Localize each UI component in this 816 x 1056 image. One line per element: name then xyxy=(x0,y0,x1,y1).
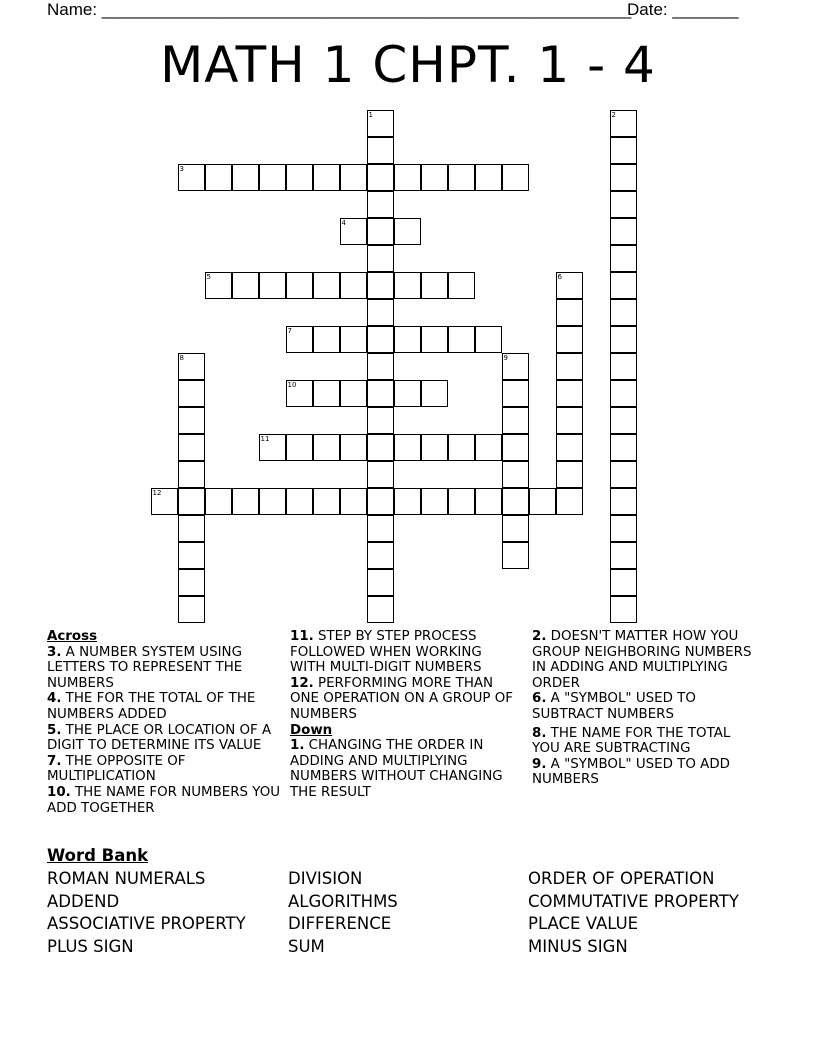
crossword-cell[interactable] xyxy=(367,245,394,272)
clue-across-5: 5. THE PLACE OR LOCATION OF A DIGIT TO DETERMINE ITS VALUE xyxy=(47,722,272,754)
crossword-cell[interactable] xyxy=(421,326,448,353)
crossword-cell[interactable] xyxy=(367,380,394,407)
crossword-cell[interactable] xyxy=(448,488,475,515)
word-bank-title: Word Bank xyxy=(47,846,149,865)
clue-across-4: 4. THE FOR THE TOTAL OF THE NUMBERS ADDED xyxy=(47,691,256,722)
clue-number: 10 xyxy=(287,380,297,389)
crossword-cell[interactable] xyxy=(448,164,475,191)
crossword-cell[interactable] xyxy=(232,488,259,515)
crossword-cell[interactable] xyxy=(178,596,205,623)
crossword-cell[interactable] xyxy=(259,488,286,515)
crossword-cell[interactable] xyxy=(502,353,529,380)
crossword-cell[interactable] xyxy=(421,164,448,191)
crossword-cell[interactable] xyxy=(502,407,529,434)
crossword-cell[interactable] xyxy=(313,164,340,191)
crossword-cell[interactable] xyxy=(556,488,583,515)
crossword-cell[interactable] xyxy=(610,461,637,488)
clue-number: 9 xyxy=(503,353,508,362)
crossword-cell[interactable] xyxy=(367,272,394,299)
crossword-cell[interactable] xyxy=(421,272,448,299)
word-bank-item: ROMAN NUMERALS xyxy=(47,869,206,888)
clue-number: 1 xyxy=(368,110,373,119)
crossword-cell[interactable] xyxy=(556,461,583,488)
crossword-cell[interactable] xyxy=(502,434,529,461)
down-heading: Down xyxy=(290,722,333,738)
word-bank-item: DIVISION xyxy=(288,869,363,888)
crossword-cell[interactable] xyxy=(610,569,637,596)
word-bank-item: DIFFERENCE xyxy=(288,914,392,934)
crossword-cell[interactable] xyxy=(502,542,529,569)
crossword-cell[interactable] xyxy=(475,164,502,191)
crossword-cell[interactable] xyxy=(475,488,502,515)
crossword-cell[interactable] xyxy=(178,407,205,434)
crossword-cell[interactable] xyxy=(394,272,421,299)
clue-number: 8 xyxy=(179,353,184,362)
crossword-cell[interactable] xyxy=(286,272,313,299)
crossword-cell[interactable] xyxy=(394,434,421,461)
clue-down-6: 6. A "SYMBOL" USED TO SUBTRACT NUMBERS xyxy=(532,691,696,722)
crossword-cell[interactable] xyxy=(178,569,205,596)
word-bank-item: ASSOCIATIVE PROPERTY xyxy=(47,914,246,934)
date-field-label: Date: _______ xyxy=(627,0,739,19)
clue-across-3: 3. A NUMBER SYSTEM USING LETTERS TO REPRESENT THE NUMBERS xyxy=(47,644,243,691)
crossword-cell[interactable] xyxy=(367,353,394,380)
crossword-cell[interactable] xyxy=(151,488,178,515)
crossword-cell[interactable] xyxy=(556,326,583,353)
crossword-cell[interactable] xyxy=(178,164,205,191)
crossword-cell[interactable] xyxy=(178,353,205,380)
crossword-cell[interactable] xyxy=(286,434,313,461)
clues-column-3 xyxy=(532,629,762,788)
crossword-cell[interactable] xyxy=(205,488,232,515)
crossword-cell[interactable] xyxy=(556,380,583,407)
crossword-cell[interactable] xyxy=(448,326,475,353)
crossword-cell[interactable] xyxy=(502,515,529,542)
crossword-cell[interactable] xyxy=(367,434,394,461)
clue-number: 12 xyxy=(152,488,162,497)
crossword-cell[interactable] xyxy=(259,164,286,191)
crossword-cell[interactable] xyxy=(178,515,205,542)
clue-number: 2 xyxy=(611,110,616,119)
crossword-cell[interactable] xyxy=(232,164,259,191)
crossword-cell[interactable] xyxy=(178,380,205,407)
word-bank-column-2 xyxy=(288,868,398,959)
crossword-cell[interactable] xyxy=(610,299,637,326)
crossword-cell[interactable] xyxy=(502,164,529,191)
word-bank-item: SUM xyxy=(288,937,325,957)
crossword-cell[interactable] xyxy=(367,191,394,218)
clue-number: 11 xyxy=(260,434,270,443)
clue-across-7: 7. THE OPPOSITE OF MULTIPLICATION xyxy=(47,753,186,785)
crossword-cell[interactable] xyxy=(610,596,637,623)
word-bank-item: ALGORITHMS xyxy=(288,891,398,911)
clue-down-8: 8. THE NAME FOR THE TOTAL YOU ARE SUBTRACTING xyxy=(532,725,731,757)
crossword-cell[interactable] xyxy=(313,434,340,461)
crossword-cell[interactable] xyxy=(394,164,421,191)
crossword-cell[interactable] xyxy=(313,380,340,407)
crossword-cell[interactable] xyxy=(313,488,340,515)
crossword-cell[interactable] xyxy=(556,407,583,434)
crossword-cell[interactable] xyxy=(178,542,205,569)
name-field-label: Name: ________________________________________________________ xyxy=(47,0,632,19)
word-bank-item: PLUS SIGN xyxy=(47,937,134,957)
crossword-cell[interactable] xyxy=(367,299,394,326)
clue-across-11: 11. STEP BY STEP PROCESS FOLLOWED WHEN WORKING WITH MULTI-DIGIT NUMBERS xyxy=(290,629,482,676)
clue-across-10: 10. THE NAME FOR NUMBERS YOU ADD TOGETHER xyxy=(47,784,281,816)
page-title: MATH 1 CHPT. 1 - 4 xyxy=(160,36,656,94)
crossword-cell[interactable] xyxy=(610,515,637,542)
crossword-cell[interactable] xyxy=(286,488,313,515)
across-heading: Across xyxy=(47,629,98,644)
crossword-cell[interactable] xyxy=(556,272,583,299)
crossword-cell[interactable] xyxy=(367,137,394,164)
crossword-cell[interactable] xyxy=(394,380,421,407)
crossword-cell[interactable] xyxy=(502,380,529,407)
crossword-cell[interactable] xyxy=(448,272,475,299)
crossword-cell[interactable] xyxy=(286,164,313,191)
crossword-cell[interactable] xyxy=(394,218,421,245)
clue-number: 7 xyxy=(287,326,292,335)
word-bank-item: COMMUTATIVE PROPERTY xyxy=(528,891,739,911)
crossword-cell[interactable] xyxy=(313,272,340,299)
crossword-cell[interactable] xyxy=(610,164,637,191)
crossword-cell[interactable] xyxy=(475,434,502,461)
crossword-cell[interactable] xyxy=(313,326,340,353)
crossword-cell[interactable] xyxy=(502,461,529,488)
clues-column-1 xyxy=(47,629,283,816)
crossword-cell[interactable] xyxy=(610,380,637,407)
crossword-cell[interactable] xyxy=(178,488,205,515)
crossword-cell[interactable] xyxy=(367,569,394,596)
clue-down-9: 9. A "SYMBOL" USED TO ADD NUMBERS xyxy=(532,756,730,788)
crossword-cell[interactable] xyxy=(286,380,313,407)
crossword-cell[interactable] xyxy=(529,488,556,515)
clue-number: 5 xyxy=(206,272,211,281)
crossword-cell[interactable] xyxy=(610,245,637,272)
clues-column-2 xyxy=(290,629,515,801)
crossword-cell[interactable] xyxy=(367,110,394,137)
crossword-cell[interactable] xyxy=(259,272,286,299)
crossword-cell[interactable] xyxy=(421,380,448,407)
crossword-cell[interactable] xyxy=(367,407,394,434)
crossword-cell[interactable] xyxy=(610,272,637,299)
crossword-cell[interactable] xyxy=(610,218,637,245)
word-bank-item: PLACE VALUE xyxy=(528,914,639,934)
clue-number: 4 xyxy=(341,218,346,227)
crossword-cell[interactable] xyxy=(286,326,313,353)
word-bank-column-1 xyxy=(47,868,246,959)
clue-down-2: 2. DOESN'T MATTER HOW YOU GROUP NEIGHBORING NUMBERS IN ADDING AND MULTIPLYING ORDER xyxy=(532,629,752,691)
clue-number: 6 xyxy=(557,272,562,281)
crossword-cell[interactable] xyxy=(178,461,205,488)
crossword-cell[interactable] xyxy=(367,218,394,245)
crossword-cell[interactable] xyxy=(340,488,367,515)
crossword-cell[interactable] xyxy=(610,326,637,353)
crossword-cell[interactable] xyxy=(367,596,394,623)
crossword-cell[interactable] xyxy=(610,191,637,218)
crossword-cell[interactable] xyxy=(367,326,394,353)
crossword-cell[interactable] xyxy=(610,407,637,434)
crossword-cell[interactable] xyxy=(205,272,232,299)
crossword-cell[interactable] xyxy=(367,461,394,488)
crossword-cell[interactable] xyxy=(340,326,367,353)
word-bank-column-3 xyxy=(528,868,739,959)
crossword-cell[interactable] xyxy=(394,488,421,515)
crossword-cell[interactable] xyxy=(556,353,583,380)
crossword-cell[interactable] xyxy=(610,353,637,380)
word-bank-item: ADDEND xyxy=(47,891,120,911)
crossword-cell[interactable] xyxy=(367,488,394,515)
crossword-cell[interactable] xyxy=(340,434,367,461)
crossword-cell[interactable] xyxy=(448,434,475,461)
crossword-cell[interactable] xyxy=(340,164,367,191)
word-bank-item: MINUS SIGN xyxy=(528,937,628,957)
clue-down-1: 1. CHANGING THE ORDER IN ADDING AND MULTIPLYING NUMBERS WITHOUT CHANGING THE RESULT xyxy=(290,738,503,800)
crossword-cell[interactable] xyxy=(610,137,637,164)
crossword-cell[interactable] xyxy=(205,164,232,191)
crossword-cell[interactable] xyxy=(610,434,637,461)
crossword-cell[interactable] xyxy=(394,326,421,353)
crossword-cell[interactable] xyxy=(367,515,394,542)
crossword-cell[interactable] xyxy=(232,272,259,299)
crossword-cell[interactable] xyxy=(556,299,583,326)
crossword-cell[interactable] xyxy=(610,542,637,569)
clue-across-12: 12. PERFORMING MORE THAN ONE OPERATION ON A GROUP OF NUMBERS xyxy=(290,675,513,722)
word-bank-item: ORDER OF OPERATION xyxy=(528,869,715,888)
crossword-cell[interactable] xyxy=(421,488,448,515)
crossword-cell[interactable] xyxy=(367,164,394,191)
crossword-cell[interactable] xyxy=(340,218,367,245)
crossword-cell[interactable] xyxy=(556,434,583,461)
crossword-cell[interactable] xyxy=(178,434,205,461)
clue-number: 3 xyxy=(179,164,184,173)
crossword-cell[interactable] xyxy=(502,488,529,515)
crossword-cell[interactable] xyxy=(340,272,367,299)
crossword-cell[interactable] xyxy=(421,434,448,461)
crossword-cell[interactable] xyxy=(367,542,394,569)
crossword-cell[interactable] xyxy=(340,380,367,407)
crossword-cell[interactable] xyxy=(259,434,286,461)
crossword-cell[interactable] xyxy=(610,488,637,515)
crossword-cell[interactable] xyxy=(475,326,502,353)
crossword-cell[interactable] xyxy=(610,110,637,137)
